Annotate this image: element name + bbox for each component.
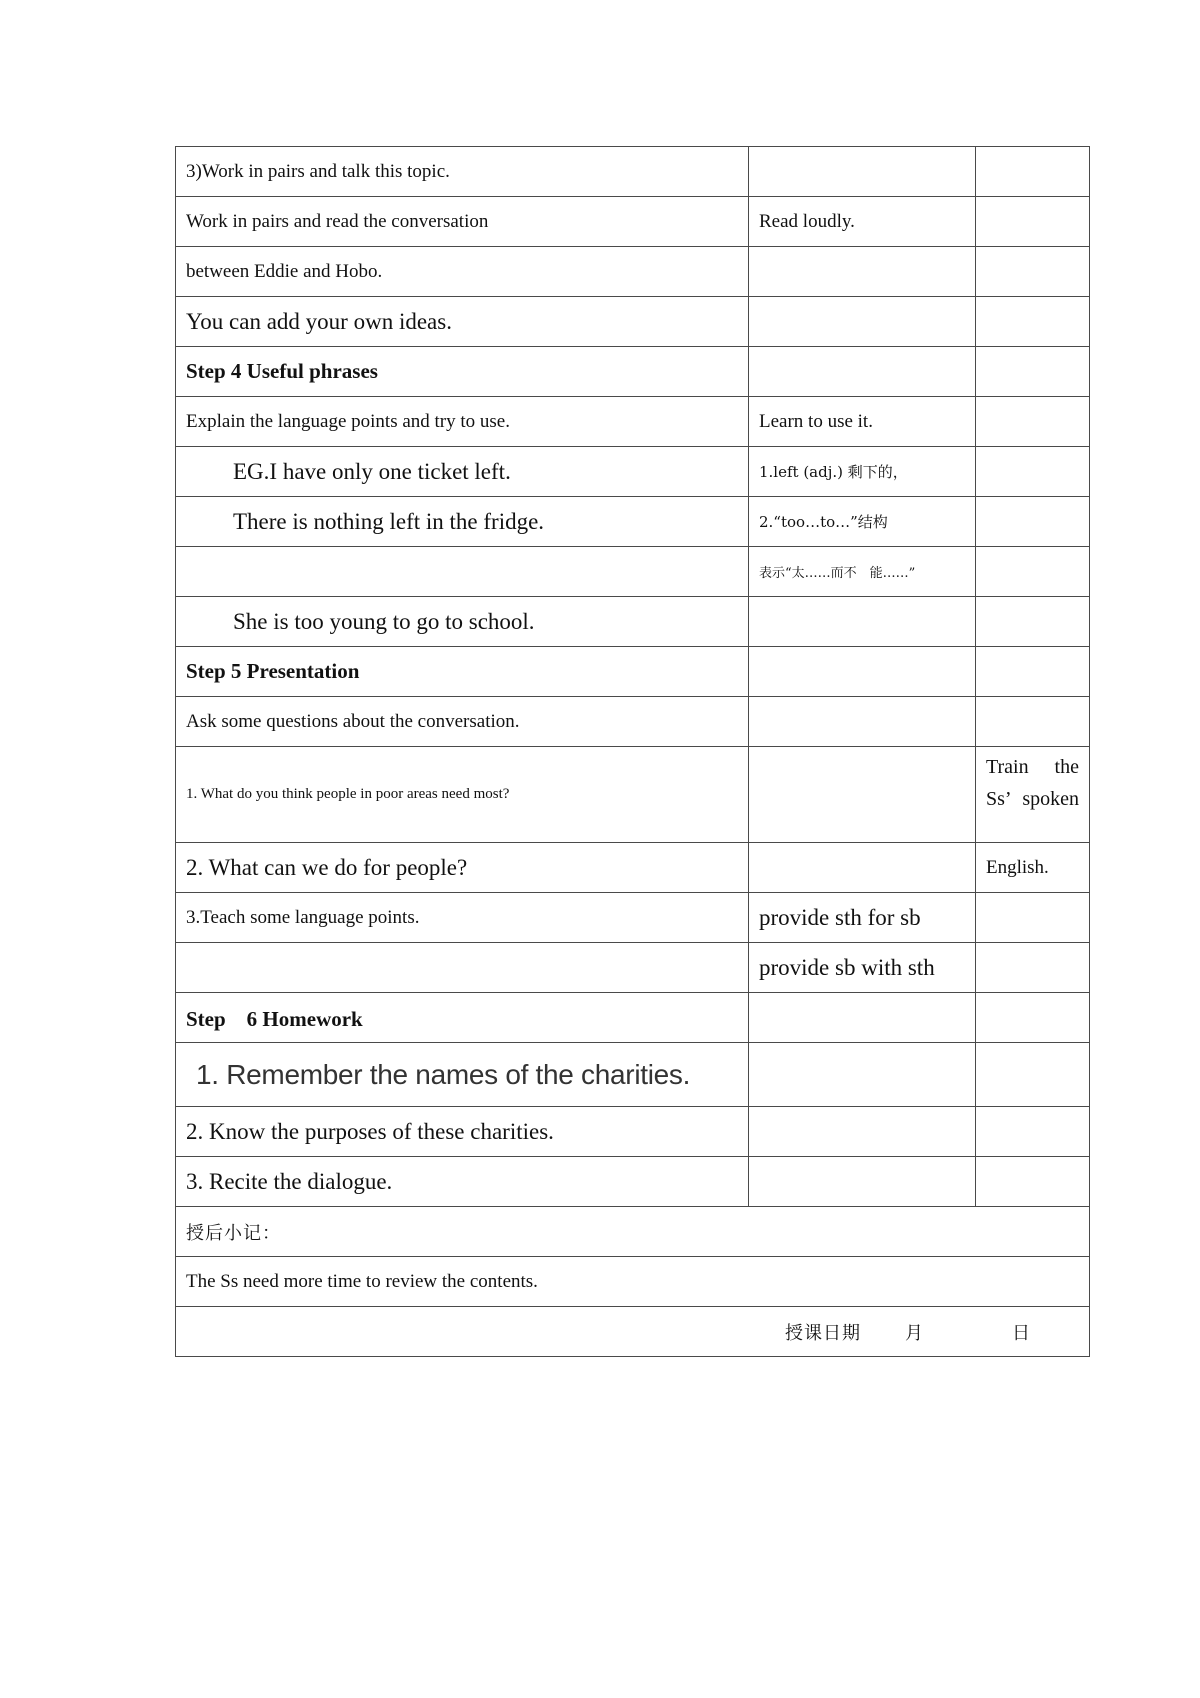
student-activity-cell bbox=[749, 347, 976, 397]
homework-item: 3. Recite the dialogue. bbox=[176, 1157, 749, 1207]
student-activity-cell: 表示“太……而不 能……” bbox=[749, 547, 976, 597]
table-row bbox=[176, 747, 1090, 843]
homework-item: 2. Know the purposes of these charities. bbox=[176, 1107, 749, 1157]
purpose-cell bbox=[976, 397, 1090, 447]
activity-cell: You can add your own ideas. bbox=[176, 297, 749, 347]
student-activity-cell bbox=[749, 697, 976, 747]
example-sentence: EG.I have only one ticket left. bbox=[176, 447, 749, 497]
table-row bbox=[176, 843, 1090, 893]
table-row bbox=[176, 1307, 1090, 1357]
purpose-cell bbox=[976, 1107, 1090, 1157]
table-row bbox=[176, 247, 1090, 297]
purpose-cell bbox=[976, 697, 1090, 747]
table-row bbox=[176, 597, 1090, 647]
student-activity-cell bbox=[749, 597, 976, 647]
purpose-cell bbox=[976, 247, 1090, 297]
purpose-cell bbox=[976, 547, 1090, 597]
purpose-cell bbox=[976, 993, 1090, 1043]
student-activity-cell: 2.“too…to…”结构 bbox=[749, 497, 976, 547]
activity-cell bbox=[176, 943, 749, 993]
phrase-cell: provide sb with sth bbox=[749, 943, 976, 993]
table-row bbox=[176, 1043, 1090, 1107]
table-row bbox=[176, 1257, 1090, 1307]
purpose-cell bbox=[976, 943, 1090, 993]
purpose-cell: English. bbox=[976, 843, 1090, 893]
table-row bbox=[176, 943, 1090, 993]
purpose-cell bbox=[976, 147, 1090, 197]
purpose-cell bbox=[976, 497, 1090, 547]
homework-item: 1. Remember the names of the charities. bbox=[176, 1043, 749, 1107]
table-row bbox=[176, 697, 1090, 747]
student-activity-cell: 1.left (adj.) 剩下的， bbox=[749, 447, 976, 497]
student-activity-cell bbox=[749, 993, 976, 1043]
student-activity-cell bbox=[749, 647, 976, 697]
table-row bbox=[176, 993, 1090, 1043]
purpose-cell bbox=[976, 197, 1090, 247]
date-month: 月 bbox=[905, 1322, 924, 1344]
activity-cell: Work in pairs and read the conversation bbox=[176, 197, 749, 247]
activity-cell: between Eddie and Hobo. bbox=[176, 247, 749, 297]
question-cell: 1. What do you think people in poor areas need most? bbox=[176, 747, 749, 843]
student-activity-cell: Read loudly. bbox=[749, 197, 976, 247]
purpose-cell bbox=[976, 447, 1090, 497]
table-row bbox=[176, 893, 1090, 943]
teaching-date bbox=[176, 1307, 1090, 1357]
example-sentence: She is too young to go to school. bbox=[176, 597, 749, 647]
student-activity-cell bbox=[749, 1043, 976, 1107]
purpose-cell: Train the Ss’ spoken bbox=[976, 747, 1090, 843]
step-heading: Step 6 Homework bbox=[176, 993, 749, 1043]
table-row bbox=[176, 197, 1090, 247]
student-activity-cell bbox=[749, 843, 976, 893]
table-row bbox=[176, 547, 1090, 597]
table-row bbox=[176, 1207, 1090, 1257]
purpose-cell bbox=[976, 297, 1090, 347]
table-row bbox=[176, 447, 1090, 497]
example-sentence: There is nothing left in the fridge. bbox=[176, 497, 749, 547]
purpose-cell bbox=[976, 597, 1090, 647]
student-activity-cell bbox=[749, 247, 976, 297]
phrase-cell: provide sth for sb bbox=[749, 893, 976, 943]
student-activity-cell: Learn to use it. bbox=[749, 397, 976, 447]
purpose-cell bbox=[976, 893, 1090, 943]
purpose-cell bbox=[976, 1157, 1090, 1207]
table-row bbox=[176, 147, 1090, 197]
activity-cell bbox=[176, 547, 749, 597]
table-row bbox=[176, 497, 1090, 547]
table-row bbox=[176, 647, 1090, 697]
question-cell: 2. What can we do for people? bbox=[176, 843, 749, 893]
student-activity-cell bbox=[749, 747, 976, 843]
step-heading: Step 4 Useful phrases bbox=[176, 347, 749, 397]
activity-cell: Explain the language points and try to use. bbox=[176, 397, 749, 447]
table-row bbox=[176, 1157, 1090, 1207]
table-row bbox=[176, 347, 1090, 397]
notes-label: 授后小记： bbox=[176, 1207, 1090, 1257]
step-heading: Step 5 Presentation bbox=[176, 647, 749, 697]
table-row bbox=[176, 1107, 1090, 1157]
student-activity-cell bbox=[749, 1157, 976, 1207]
student-activity-cell bbox=[749, 297, 976, 347]
table-row bbox=[176, 297, 1090, 347]
lesson-plan-table bbox=[175, 146, 1090, 1357]
student-activity-cell bbox=[749, 147, 976, 197]
activity-cell: 3.Teach some language points. bbox=[176, 893, 749, 943]
activity-cell: 3)Work in pairs and talk this topic. bbox=[176, 147, 749, 197]
notes-text: The Ss need more time to review the contents. bbox=[176, 1257, 1090, 1307]
date-day: 日 bbox=[1012, 1322, 1031, 1344]
purpose-cell bbox=[976, 347, 1090, 397]
student-activity-cell bbox=[749, 1107, 976, 1157]
purpose-cell bbox=[976, 647, 1090, 697]
table-row bbox=[176, 397, 1090, 447]
date-label: 授课日期 bbox=[785, 1322, 861, 1344]
activity-cell: Ask some questions about the conversation. bbox=[176, 697, 749, 747]
purpose-cell bbox=[976, 1043, 1090, 1107]
